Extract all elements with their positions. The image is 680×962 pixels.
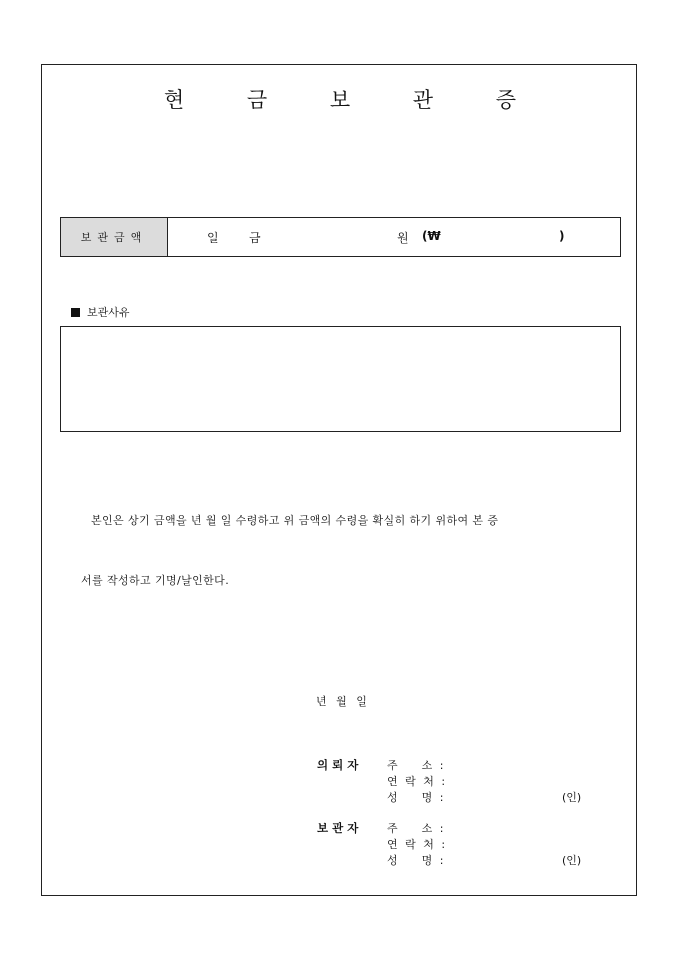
amount-won-text: 원 (397, 231, 409, 245)
reason-header-label: 보관사유 (87, 306, 130, 319)
keeper-seal: (인) (562, 854, 582, 867)
keeper-label: 보관자 (317, 821, 363, 835)
black-square-icon (71, 308, 80, 317)
requester-name-field: 성 명 : (387, 791, 446, 804)
keeper-address-field: 주 소 : (387, 822, 446, 835)
amount-row (60, 217, 621, 257)
date-line: 년 월 일 (316, 695, 370, 708)
requester-label: 의뢰자 (317, 758, 363, 772)
requester-contact-field: 연 락 처 : (387, 775, 448, 788)
amount-il-text: 일 (207, 231, 219, 245)
statement-line-2: 서를 작성하고 기명/날인한다. (81, 574, 230, 587)
reason-header (71, 304, 130, 320)
requester-address-field: 주 소 : (387, 759, 446, 772)
amount-label: 보관금액 (61, 218, 168, 256)
statement-line-1: 본인은 상기 금액을 년 월 일 수령하고 위 금액의 수령을 확실히 하기 위하여 본 증 (91, 514, 499, 527)
reason-box (60, 326, 621, 432)
amount-geum-text: 금 (249, 231, 261, 245)
document-title: 현 금 보 관 증 (163, 88, 545, 112)
amount-close-paren: ) (559, 229, 565, 243)
amount-won-symbol: (₩ (422, 229, 441, 243)
keeper-contact-field: 연 락 처 : (387, 838, 448, 851)
keeper-name-field: 성 명 : (387, 854, 446, 867)
requester-seal: (인) (562, 791, 582, 804)
